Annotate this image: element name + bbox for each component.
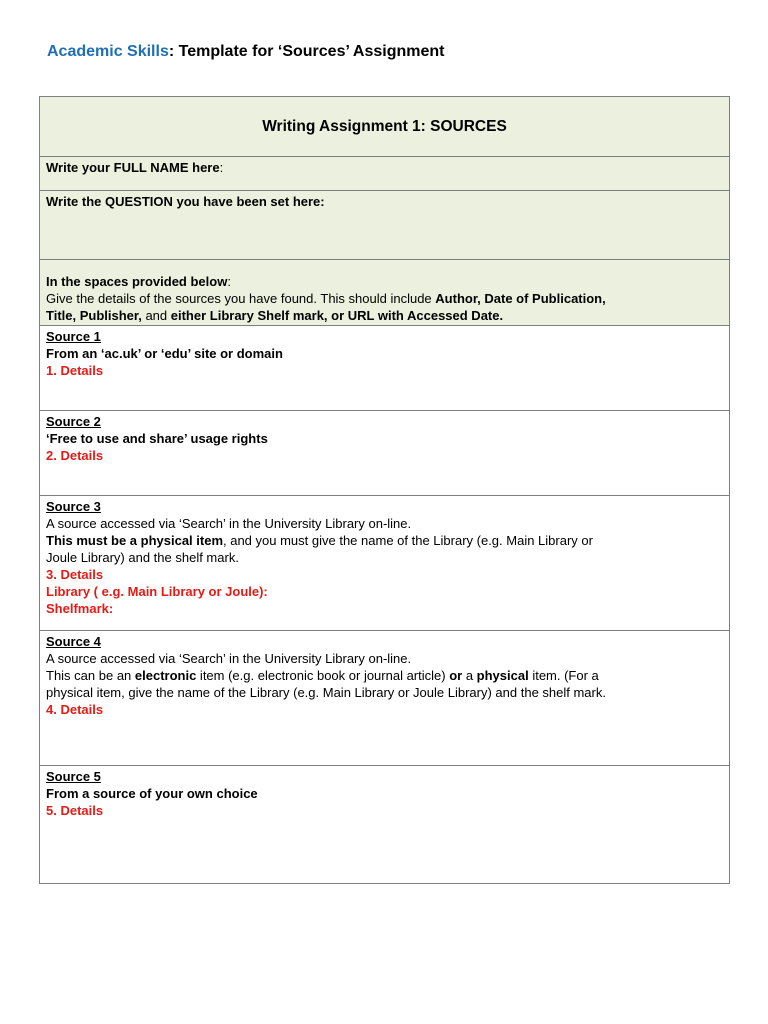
source-2-heading: Source 2 [46, 414, 101, 429]
source-4-details: 4. Details [46, 702, 104, 717]
source-2-field[interactable] [40, 411, 729, 496]
full-name-field[interactable] [40, 157, 729, 191]
instructions-row [40, 260, 729, 326]
source-3-line-3: Joule Library) and the shelf mark. [46, 550, 239, 565]
source-5-field[interactable] [40, 766, 729, 883]
source-3-details: 3. Details [46, 567, 104, 582]
source-3-heading: Source 3 [46, 499, 101, 514]
source-3-shelfmark: Shelfmark: [46, 601, 114, 616]
question-label: Write the QUESTION you have been set here: [46, 194, 325, 209]
assignment-form-table [39, 96, 730, 884]
source-3-field[interactable] [40, 496, 729, 631]
source-4-field[interactable] [40, 631, 729, 766]
page-title-skills: Academic Skills [47, 43, 169, 60]
page-title [47, 43, 444, 61]
source-1-description: From an ‘ac.uk’ or ‘edu’ site or domain [46, 346, 283, 361]
page-title-rest: : Template for ‘Sources’ Assignment [168, 43, 445, 60]
full-name-label: Write your FULL NAME here [46, 160, 220, 175]
source-3-line-1: A source accessed via ‘Search’ in the University Library on-line. [46, 516, 412, 531]
instructions-lead: In the spaces provided below: [46, 274, 231, 289]
source-2-description: ‘Free to use and share’ usage rights [46, 431, 268, 446]
source-1-field[interactable] [40, 326, 729, 411]
source-1-details: 1. Details [46, 363, 104, 378]
source-2-details: 2. Details [46, 448, 104, 463]
assignment-title: Writing Assignment 1: SOURCES [262, 118, 507, 135]
source-4-line-3: physical item, give the name of the Library (e.g. Main Library or Joule Library) and the shelf mark. [46, 685, 606, 700]
instructions-line-2: Title, Publisher, and either Library Shelf mark, or URL with Accessed Date. [46, 308, 504, 323]
source-4-line-2: This can be an electronic item (e.g. electronic book or journal article) or a physical item. (For a [46, 668, 599, 683]
instructions-line-1: Give the details of the sources you have found. This should include Author, Date of Publication, [46, 291, 606, 306]
source-5-details: 5. Details [46, 803, 104, 818]
full-name-colon: : [219, 160, 224, 175]
source-3-library: Library ( e.g. Main Library or Joule): [46, 584, 268, 599]
source-4-line-1: A source accessed via ‘Search’ in the University Library on-line. [46, 651, 412, 666]
source-1-heading: Source 1 [46, 329, 101, 344]
source-5-heading: Source 5 [46, 769, 101, 784]
source-5-description: From a source of your own choice [46, 786, 258, 801]
assignment-title-row [40, 97, 729, 157]
source-4-heading: Source 4 [46, 634, 101, 649]
question-field[interactable] [40, 191, 729, 260]
source-3-line-2: This must be a physical item, and you must give the name of the Library (e.g. Main Library or [46, 533, 593, 548]
